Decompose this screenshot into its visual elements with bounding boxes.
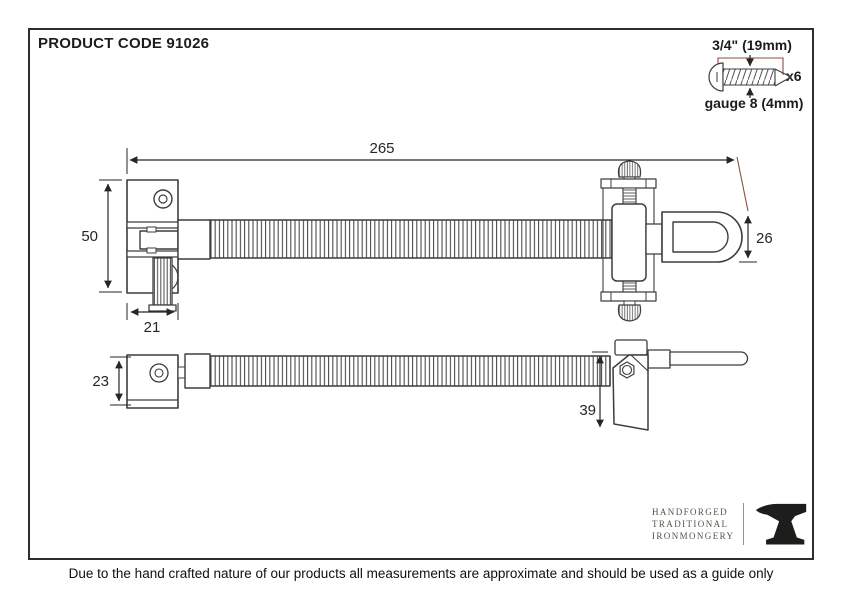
screw-illustration [709, 63, 791, 91]
keep-crossbar-top [601, 179, 656, 188]
handle-rod [670, 352, 748, 365]
drop-pin-cap [149, 305, 176, 311]
brand-line-3: IRONMONGERY [652, 531, 735, 541]
dim-bracket-height: 50 [81, 228, 98, 245]
brand-line-2: TRADITIONAL [652, 519, 729, 529]
fork-tab-bottom [147, 248, 156, 253]
footer-disclaimer: Due to the hand crafted nature of our products all measurements are approximate and should be used as a guide only [68, 566, 774, 581]
top-view [127, 340, 748, 430]
front-view [127, 161, 742, 321]
ribbed-bar-front [210, 220, 612, 258]
brand-line-1: HANDFORGED [652, 507, 729, 517]
pivot-stub [178, 367, 185, 378]
product-code: PRODUCT CODE 91026 [38, 35, 210, 52]
ribbed-bar-top [210, 356, 610, 386]
drop-pin [153, 258, 172, 305]
loop-extension-line [737, 157, 748, 211]
loop-connector [646, 224, 662, 254]
brand-divider [743, 503, 744, 545]
screw-gauge-label: gauge 8 (4mm) [704, 95, 804, 111]
product-drawing [127, 63, 791, 430]
thumbscrew-bottom [618, 305, 640, 321]
dim-bracket-depth: 21 [143, 319, 161, 336]
keep-flange-top-view [615, 340, 647, 355]
dim-bar-height: 23 [92, 373, 109, 390]
screw-quantity-label: x6 [786, 68, 802, 84]
keep-crossbar-bottom [601, 292, 656, 301]
anvil-icon [753, 501, 809, 547]
dim-loop-height: 26 [756, 230, 773, 247]
threaded-stem-top [623, 188, 636, 205]
screw-shank [723, 69, 775, 85]
loop-inner [673, 222, 728, 252]
keep-block [612, 204, 646, 281]
fork-tab-top [147, 227, 156, 232]
dim-keep-height: 39 [579, 402, 596, 419]
brand-logo [652, 500, 809, 548]
brand-tagline [652, 506, 734, 542]
screw-head [709, 63, 723, 91]
thumbscrew-top [618, 161, 640, 177]
handle-boss [648, 350, 670, 368]
hub-top-view [185, 354, 210, 388]
dim-overall-length: 265 [369, 140, 395, 157]
bar-hub [178, 220, 210, 259]
anvil-shape [756, 504, 806, 545]
screw-length-label: 3/4" (19mm) [712, 37, 792, 53]
